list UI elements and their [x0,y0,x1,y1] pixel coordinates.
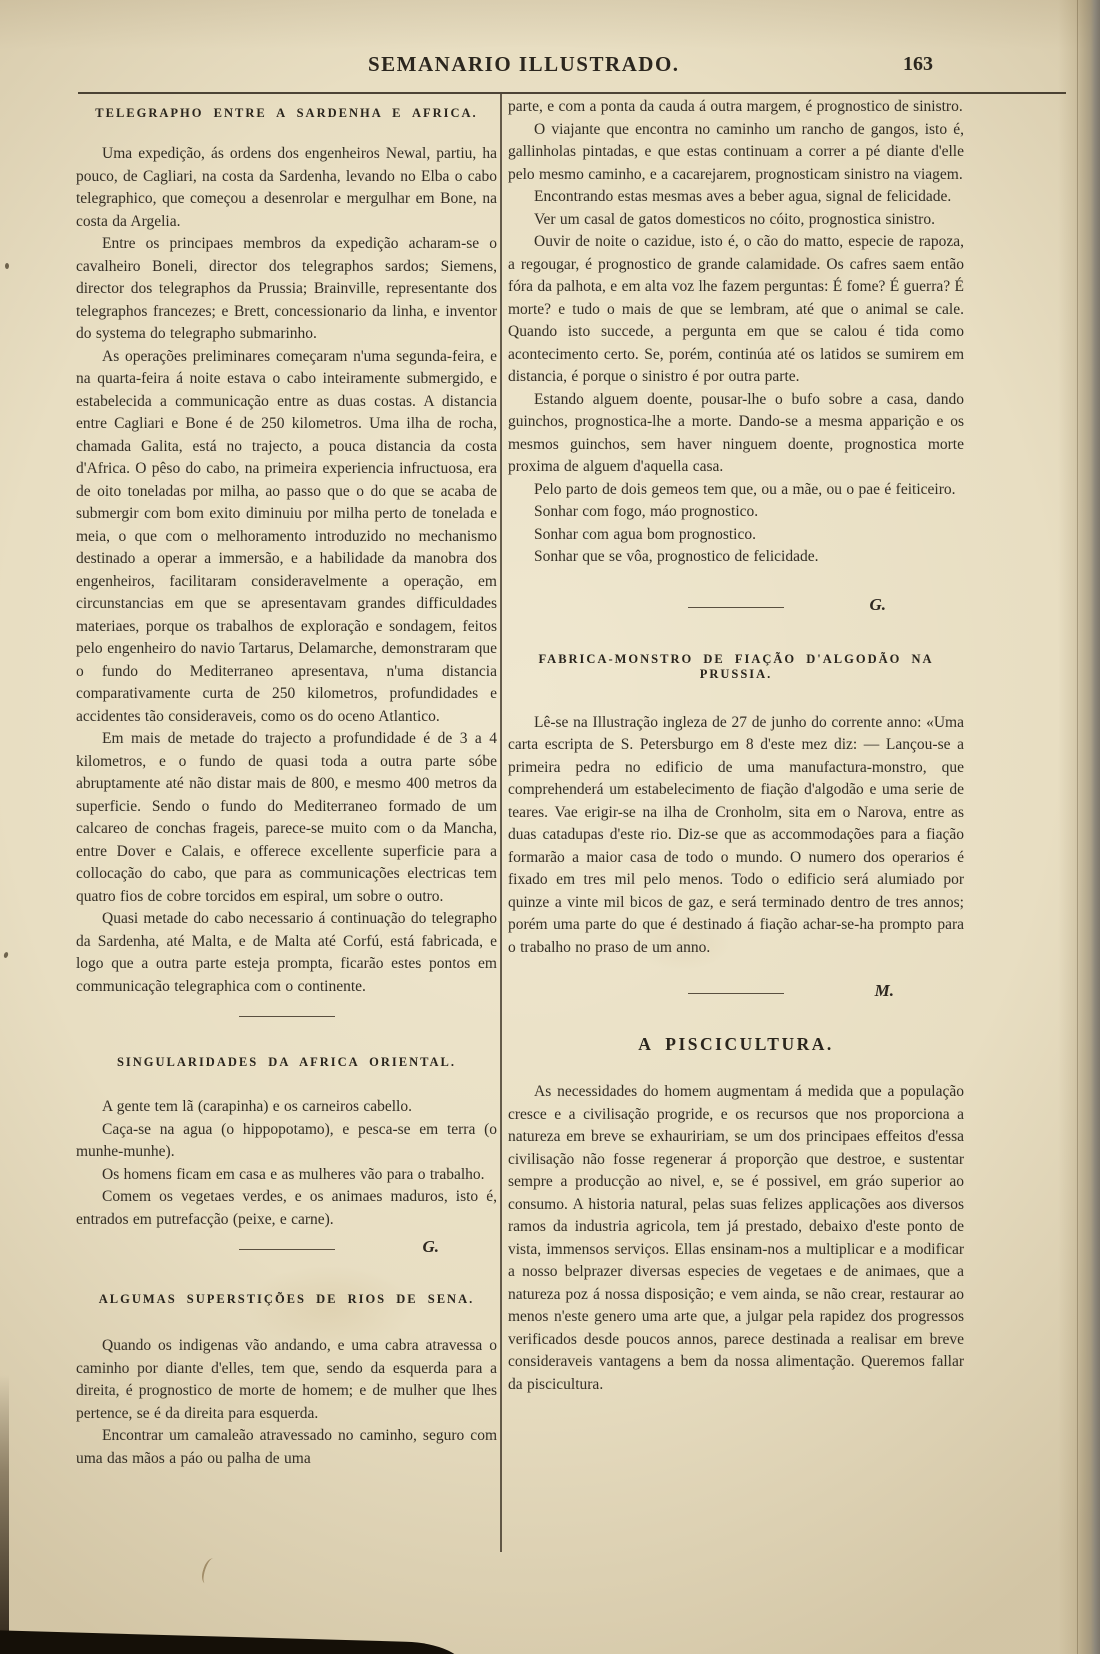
paragraph: Comem os vegetaes verdes, e os animaes maduros, isto é, entrados em putrefacção (peixe, e carne). [76,1188,497,1228]
ink-speck [3,951,9,958]
paragraph: Encontrar um camaleão atravessado no caminho, seguro com uma das mãos a páo ou palha de uma [76,1427,497,1467]
right-column [508,96,964,1396]
author-signature: G. [869,594,886,614]
paragraph: Sonhar que se vôa, prognostico de felicidade. [534,548,819,565]
paragraph: Os homens ficam em casa e as mulheres vão para o trabalho. [102,1165,485,1183]
scan-edge-right [1058,0,1100,1654]
author-signature: M. [874,981,894,1000]
separator-rule [688,607,784,608]
scan-edge-left [0,1375,9,1654]
separator-rule [688,993,784,994]
article-heading: SINGULARIDADES DA AFRICA ORIENTAL. [116,1055,457,1069]
scan-edge-bottom [0,1630,466,1654]
article-heading: A PISCICULTURA. [638,1034,834,1054]
left-column [76,96,497,1470]
paragraph: Quasi metade do cabo necessario á continuação do telegrapho da Sardenha, até Malta, e de Malta até Corfú, está fabricada, e logo que a outra parte esteja prompta, ficarão estes pontos em communicação telegraphica com o continente. [76,910,497,995]
paragraph: Ver um casal de gatos domesticos no cóito, prognostica sinistro. [534,210,935,228]
paragraph: Uma expedição, ás ordens dos engenheiros Newal, partiu, ha pouco, de Cagliari, na costa da Sardenha, levando no Elba o cabo telegraphico, que começou a desenrolar e mergulhar em Bone, na costa da Argelia. [76,145,497,230]
paragraph: Quando os indigenas vão andando, e uma cabra atravessa o caminho por diante d'elles, tem que, sendo da esquerda para a direita, é prognostico de morte de homem; e de mulher que lhes pertence, se é da direita para esquerda. [76,1337,497,1422]
page-number: 163 [903,53,933,75]
paragraph: As operações preliminares começaram n'uma segunda-feira, e na quarta-feira á noite estava o cabo inteiramente submergido, e estabelecida a communicação entre as duas costas. A distancia entre Cagliari e Bone é de 250 kilometros. Uma ilha de rocha, chamada Galita, está no trajecto, a pouca distancia da costa d'Africa. O pêso do cabo, na primeira experiencia infructuosa, era de oito toneladas por milha, ao passo que o do que se acaba de submergir com bom exito diminuiu por milha perto de tonelada e meia, o que com o melhoramento introduzido no mechanismo destinado a operar a immersão, e a habilidade da manobra dos engenheiros, facilitaram consideravelmente a operação, em circunstancias em que se apresentavam grandes difficuldades materiaes, porque os trabalhos de exploração e sondagem, feitos pelo engenheiro do navio Tartarus, Delamarche, demonstraram que o fundo do Mediterraneo apresentava, n'uma distancia comparativamente curta de 250 kilometros, profundidades e accidentes tão consideraveis, como os do oceno Atlantico. [76,347,497,725]
article-heading: ALGUMAS SUPERSTIÇÕES DE RIOS DE SENA. [98,1292,475,1306]
article-heading: FABRICA-MONSTRO DE FIAÇÃO D'ALGODÃO NA PRUSSIA. [538,651,934,681]
paragraph: Pelo parto de dois gemeos tem que, ou a mãe, ou o pae é feiticeiro. [534,480,956,498]
header-rule [78,92,1066,94]
paragraph: Sonhar com agua bom prognostico. [534,525,756,543]
paragraph: Caça-se na agua (o hippopotamo), e pesca-se em terra (o munhe-munhe). [76,1120,497,1160]
paragraph: A gente tem lã (carapinha) e os carneiros cabello. [102,1098,412,1115]
separator-rule [239,1016,335,1017]
paragraph: Lê-se na Illustração ingleza de 27 de junho do corrente anno: «Uma carta escripta de S. Petersburgo em 8 d'este mez diz: — Lançou-se a primeira pedra no edificio de uma manufactura-monstro, que comprehenderá um estabelecimento de fiação d'algodão e uma serie de teares. Vae erigir-se na ilha de Cronholm, sita em o Narova, entre as duas catadupas d'este rio. Diz-se que as accommodações para a fiação formarão a maior casa de todo o mundo. O numero dos operarios é fixado em tres mil pelo menos. Todo o edificio será alumiado por quinze a vinte mil bicos de gaz, e será terminado dentro de tres annos; porém uma parte do que é destinado á fiação achar-se-ha prompto para o trabalho no praso de um anno. [508,713,964,956]
author-signature: G. [422,1237,439,1256]
page-title: SEMANARIO ILLUSTRADO. [368,52,680,76]
paragraph: Encontrando estas mesmas aves a beber agua, signal de felicidade. [534,188,952,205]
separator-rule [239,1249,335,1250]
page-edge-line [1077,0,1078,1654]
article-heading: TELEGRAPHO ENTRE A SARDENHA E AFRICA. [95,106,478,120]
ink-speck [5,263,9,269]
paragraph: Em mais de metade do trajecto a profundidade é de 3 a 4 kilometros, e o fundo de quasi toda a outra parte sóbe abruptamente até não distar mais de 800, e mesmo 400 metros da superficie. Sendo o fundo do Mediterraneo formado de um calcareo de conchas frageis, parece-se muito com o da Mancha, entre Dover e Calais, e offerece excellente superficie para a collocação do cabo, que para as communicações electricas tem quatro fios de cobre torcidos em espiral, um sobre o outro. [76,730,497,905]
paragraph: Estando alguem doente, pousar-lhe o bufo sobre a casa, dando guinchos, prognostica-lhe a morte. Dando-se a mesma apparição e os mesmos guinchos, sem haver ninguem doente, prognostica morte proxima de alguem d'aquella casa. [508,390,964,475]
paragraph: O viajante que encontra no caminho um rancho de gangos, isto é, gallinholas pintadas, e que estas continuam a correr a pé diante d'elle pelo mesmo caminho, e a cacarejarem, prognosticam sinistro na viagem. [508,120,964,183]
column-divider-rule [500,94,502,1552]
paragraph: As necessidades do homem augmentam á medida que a população cresce e a civilisação progride, e os recursos que nos proporciona a natureza em breve se exhauririam, se um dos principaes effeitos d'essa civilisação não fosse regenerar á proporção que destroe, e sustentar sempre a producção ao nivel, e, se é possivel, em gráo superior ao consumo. A historia natural, pelas suas felizes applicações aos diversos ramos da industria agricola, tem já prestado, debaixo d'este ponto de vista, immensos serviços. Ellas ensinam-nos a multiplicar e a modificar a nosso belprazer diversas especies de vegetaes e de animaes, que a natureza poz á nossa disposição; e vem ainda, se não crear, restaurar ao menos n'este genero uma arte que, a julgar pela rapidez dos progressos verificados desde poucos annos, parece destinada a realisar em breve consideraveis vantagens a bem da nossa alimentação. Queremos fallar da piscicultura. [508,1083,964,1393]
paragraph: Entre os principaes membros da expedição acharam-se o cavalheiro Boneli, director dos telegraphos sardos; Siemens, director dos telegraphos da Prussia; Brainville, representante dos telegraphos francezes; e Brett, concessionario da linha, e inventor do systema do telegrapho submarinho. [76,235,497,342]
pen-mark [199,1557,218,1585]
paragraph: Ouvir de noite o cazidue, isto é, o cão do matto, especie de rapoza, a regougar, é prognostico de grande calamidade. Os cafres saem então fóra da palhota, e em alta voz lhe fazem perguntas: É fome? É guerra? É morte? e tudo o mais de que se lembram, até que o animal se cale. Quando isto succede, a pergunta em que se calou é tida como acontecimento certo. Se, porém, continúa até os latidos se sumirem em distancia, é porque o sinistro é por outra parte. [508,233,964,385]
paragraph: parte, e com a ponta da cauda á outra margem, é prognostico de sinistro. [508,98,963,115]
paragraph: Sonhar com fogo, máo prognostico. [534,503,759,520]
